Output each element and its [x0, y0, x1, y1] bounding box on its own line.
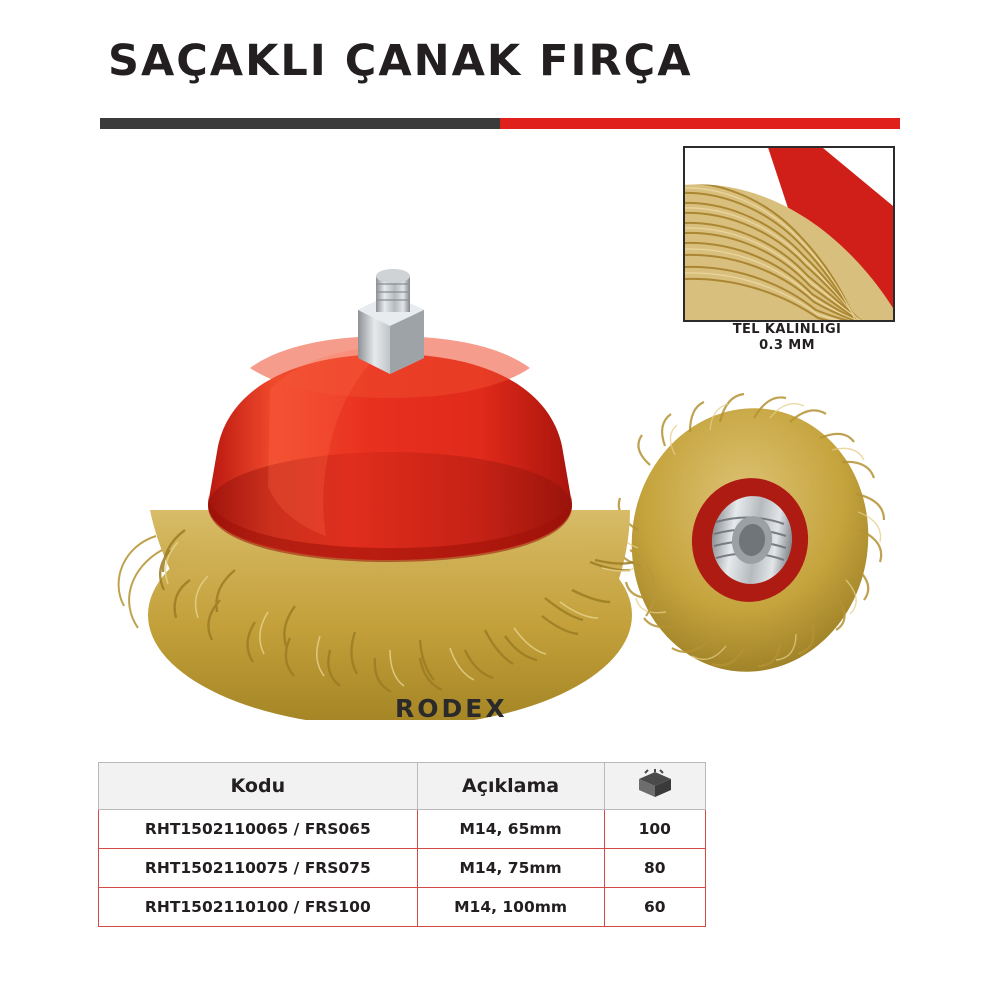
- brand-logo: RODEX: [395, 694, 508, 723]
- header-divider: [100, 118, 900, 129]
- cell-quantity: 60: [604, 888, 706, 927]
- cell-code: RHT1502110065 / FRS065: [99, 810, 418, 849]
- table-row: [99, 810, 706, 849]
- header-divider-red: [500, 118, 900, 129]
- table-body: [99, 810, 706, 927]
- product-image: [90, 250, 920, 723]
- table-row: [99, 888, 706, 927]
- cell-code: RHT1502110075 / FRS075: [99, 849, 418, 888]
- page-title: SAÇAKLI ÇANAK FIRÇA: [108, 36, 693, 86]
- table-row: [99, 849, 706, 888]
- cup-brush-illustration: [90, 250, 920, 720]
- table-header-row: [99, 763, 706, 810]
- cell-quantity: 100: [604, 810, 706, 849]
- cell-description: M14, 75mm: [417, 849, 604, 888]
- spec-table: [98, 762, 706, 927]
- wire-thickness-value: 0.3 MM: [759, 338, 815, 354]
- cell-description: M14, 65mm: [417, 810, 604, 849]
- header-divider-dark: [100, 118, 500, 129]
- column-header-description: Açıklama: [417, 763, 604, 810]
- column-header-quantity: [604, 763, 706, 810]
- wire-thickness-label: TEL KALINLIĞI: [732, 322, 842, 337]
- box-icon: [636, 769, 674, 804]
- cell-code: RHT1502110100 / FRS100: [99, 888, 418, 927]
- cell-quantity: 80: [604, 849, 706, 888]
- column-header-code: Kodu: [99, 763, 418, 810]
- cell-description: M14, 100mm: [417, 888, 604, 927]
